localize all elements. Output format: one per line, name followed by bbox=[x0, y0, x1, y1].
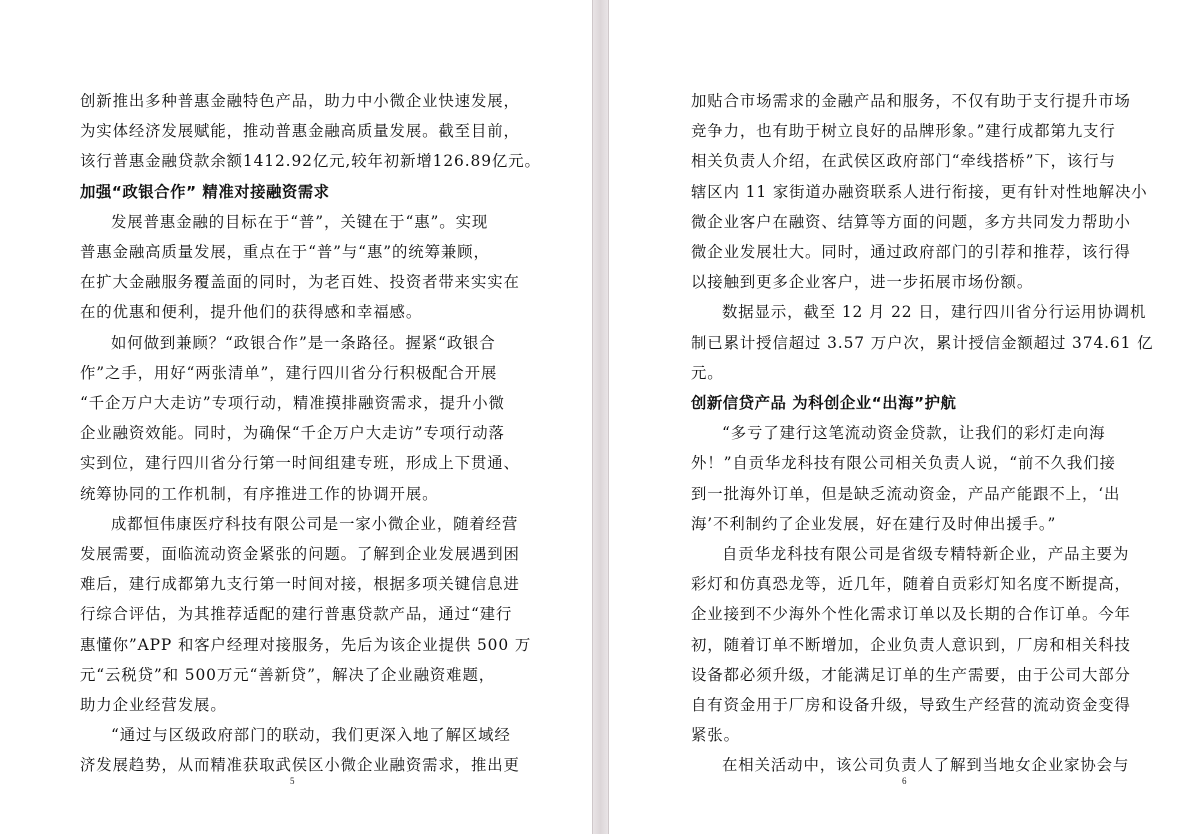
text-line: 行综合评估，为其推荐适配的建行普惠贷款产品，通过“建行 bbox=[80, 605, 513, 624]
text-line: “千企万户大走访”专项行动，精准摸排融资需求，提升小微 bbox=[80, 394, 505, 413]
section-heading: 创新信贷产品 为科创企业“出海”护航 bbox=[691, 394, 957, 413]
paragraph-line: 在相关活动中，该公司负责人了解到当地女企业家协会与 bbox=[722, 756, 1130, 775]
text-line: 创新推出多种普惠金融特色产品，助力中小微企业快速发展， bbox=[80, 92, 520, 110]
page-gutter bbox=[592, 0, 609, 834]
text-line: 海’不利制约了企业发展，好在建行及时伸出援手。” bbox=[691, 514, 1057, 533]
page-body-text bbox=[80, 86, 541, 781]
text-line: 微企业发展壮大。同时，通过政府部门的引荐和推荐，该行得 bbox=[691, 243, 1131, 262]
text-line: 竞争力，也有助于树立良好的品牌形象。”建行成都第九支行 bbox=[691, 122, 1116, 141]
document-page-left bbox=[0, 0, 592, 834]
paragraph-line: “多亏了建行这笔流动资金贷款，让我们的彩灯走向海 bbox=[722, 424, 1106, 443]
text-line: 相关负责人介绍，在武侯区政府部门“牵线搭桥”下，该行与 bbox=[691, 152, 1116, 171]
text-line: 元。 bbox=[691, 363, 724, 382]
text-line: 在的优惠和便利，提升他们的获得感和幸福感。 bbox=[80, 303, 423, 322]
page-number: 6 bbox=[902, 776, 907, 786]
paragraph-line: “通过与区级政府部门的联动，我们更深入地了解区域经 bbox=[111, 726, 511, 745]
page-body-text bbox=[691, 86, 1154, 781]
text-line: 作”之手，用好“两张清单”，建行四川省分行积极配合开展 bbox=[80, 363, 498, 382]
text-line: 惠懂你”APP 和客户经理对接服务，先后为该企业提供 500 万 bbox=[80, 635, 532, 654]
paragraph-line: 发展普惠金融的目标在于“普”，关键在于“惠”。实现 bbox=[111, 212, 489, 231]
text-line: 济发展趋势，从而精准获取武侯区小微企业融资需求，推出更 bbox=[80, 756, 520, 775]
text-line: 外！”自贡华龙科技有限公司相关负责人说，“前不久我们接 bbox=[691, 454, 1116, 473]
paragraph-line: 如何做到兼顾？“政银合作”是一条路径。握紧“政银合 bbox=[111, 333, 496, 352]
text-line: 实到位，建行四川省分行第一时间组建专班，形成上下贯通、 bbox=[80, 454, 520, 473]
text-line: 微企业客户在融资、结算等方面的问题，多方共同发力帮助小 bbox=[691, 212, 1131, 231]
paragraph-line: 成都恒伟康医疗科技有限公司是一家小微企业，随着经营 bbox=[111, 514, 519, 533]
text-line: 自有资金用于厂房和设备升级，导致生产经营的流动资金变得 bbox=[691, 696, 1131, 715]
text-line: 统筹协同的工作机制，有序推进工作的协调开展。 bbox=[80, 484, 439, 503]
text-line: 设备都必须升级，才能满足订单的生产需要，由于公司大部分 bbox=[691, 665, 1131, 684]
text-line: 辖区内 11 家街道办融资联系人进行衔接，更有针对性地解决小 bbox=[691, 182, 1148, 201]
text-line: 在扩大金融服务覆盖面的同时，为老百姓、投资者带来实实在 bbox=[80, 273, 520, 292]
text-line: 加贴合市场需求的金融产品和服务，不仅有助于支行提升市场 bbox=[691, 92, 1131, 110]
text-line: 彩灯和仿真恐龙等，近几年，随着自贡彩灯知名度不断提高， bbox=[691, 575, 1131, 594]
text-line: 到一批海外订单，但是缺乏流动资金，产品产能跟不上，‘出 bbox=[691, 484, 1121, 503]
page-number: 5 bbox=[290, 776, 295, 786]
text-line: 助力企业经营发展。 bbox=[80, 696, 227, 715]
text-line: 企业接到不少海外个性化需求订单以及长期的合作订单。今年 bbox=[691, 605, 1131, 624]
section-heading: 加强“政银合作” 精准对接融资需求 bbox=[80, 182, 330, 201]
text-line: 企业融资效能。同时，为确保“千企万户大走访”专项行动落 bbox=[80, 424, 505, 443]
text-line: 难后，建行成都第九支行第一时间对接，根据多项关键信息进 bbox=[80, 575, 520, 594]
text-line: 紧张。 bbox=[691, 726, 740, 745]
text-line: 普惠金融高质量发展，重点在于“普”与“惠”的统筹兼顾， bbox=[80, 243, 490, 262]
paragraph-line: 自贡华龙科技有限公司是省级专精特新企业，产品主要为 bbox=[722, 545, 1130, 564]
text-line: 为实体经济发展赋能，推动普惠金融高质量发展。截至目前， bbox=[80, 122, 520, 141]
text-line: 发展需要，面临流动资金紧张的问题。了解到企业发展遇到困 bbox=[80, 545, 520, 564]
text-line: 初，随着订单不断增加，企业负责人意识到，厂房和相关科技 bbox=[691, 635, 1131, 654]
text-line: 以接触到更多企业客户，进一步拓展市场份额。 bbox=[691, 273, 1034, 292]
document-page-right bbox=[609, 0, 1199, 834]
text-line: 制已累计授信超过 3.57 万户次，累计授信金额超过 374.61 亿 bbox=[691, 333, 1154, 352]
paragraph-line: 数据显示，截至 12 月 22 日，建行四川省分行运用协调机 bbox=[722, 303, 1147, 322]
text-line: 该行普惠金融贷款余额1412.92亿元,较年初新增126.89亿元。 bbox=[80, 152, 541, 171]
text-line: 元“云税贷”和 500万元“善新贷”，解决了企业融资难题， bbox=[80, 665, 496, 684]
